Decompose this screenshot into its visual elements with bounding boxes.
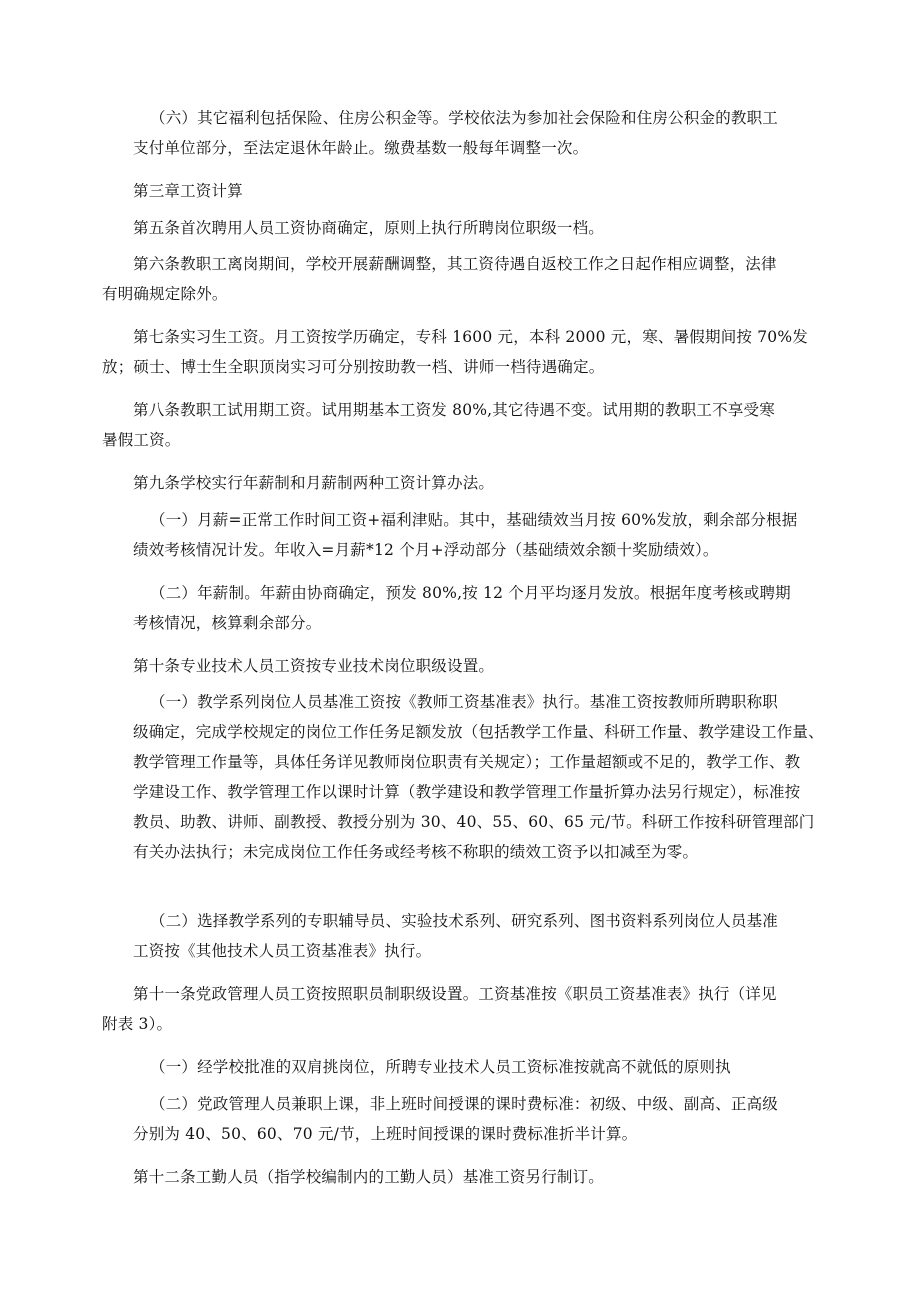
paragraph-other-benefits — [133, 103, 843, 163]
text-line: 绩效考核情况计发。年收入=月薪*12 个月+浮动部分（基础绩效余额十奖励绩效）。 — [133, 541, 719, 559]
text-line: （一）经学校批准的双肩挑岗位，所聘专业技术人员工资标准按就高不就低的原则执 — [150, 1058, 731, 1076]
text-line: 第六条教职工离岗期间，学校开展薪酬调整，其工资待遇自返校工作之日起作相应调整，法律 — [133, 255, 777, 273]
text-line: 第八条教职工试用期工资。试用期基本工资发 80%,其它待遇不变。试用期的教职工不享受寒 — [133, 401, 775, 419]
text-line: 支付单位部分，至法定退休年龄止。缴费基数一般每年调整一次。 — [133, 139, 589, 157]
text-line: 工资按《其他技术人员工资基准表》执行。 — [133, 942, 432, 960]
text-line: （一）月薪=正常工作时间工资+福利津贴。其中，基础绩效当月按 60%发放，剩余部分根据 — [150, 511, 798, 529]
article-10-item-2 — [133, 906, 843, 966]
text-line: 教学管理工作量等，具体任务详见教师岗位职责有关规定）；工作量超额或不足的，教学工作、教 — [133, 753, 801, 771]
text-line: 教员、助教、讲师、副教授、教授分别为 30、40、55、60、65 元/节。科研工作按科研管理部门 — [133, 813, 815, 831]
article-11 — [102, 979, 843, 1039]
text-line: 第十一条党政管理人员工资按照职员制职级设置。工资基准按《职员工资基准表》执行（详见 — [133, 985, 777, 1003]
text-line: 有关办法执行；未完成岗位工作任务或经考核不称职的绩效工资予以扣减至为零。 — [133, 843, 699, 861]
text-line: 学建设工作、教学管理工作以课时计算（教学建设和教学管理工作量折算办法另行规定），标准按 — [133, 783, 801, 801]
article-11-item-2 — [133, 1089, 843, 1149]
text-line: （二）年薪制。年薪由协商确定，预发 80%,按 12 个月平均逐月发放。根据年度考核或聘期 — [150, 584, 791, 602]
article-10 — [133, 651, 843, 681]
article-11-item-1 — [133, 1052, 843, 1082]
text-line: 第五条首次聘用人员工资协商确定，原则上执行所聘岗位职级一档。 — [133, 219, 605, 237]
text-line: 第十二条工勤人员（指学校编制内的工勤人员）基准工资另行制订。 — [133, 1168, 605, 1186]
text-line: 第九条学校实行年薪制和月薪制两种工资计算办法。 — [133, 474, 495, 492]
text-line: （六）其它福利包括保险、住房公积金等。学校依法为参加社会保险和住房公积金的教职工 — [150, 109, 779, 127]
article-6 — [102, 249, 843, 309]
article-10-item-1 — [133, 687, 843, 867]
article-5 — [133, 213, 843, 243]
article-7 — [102, 322, 843, 382]
text-line: 第三章工资计算 — [133, 182, 243, 200]
text-line: 附表 3）。 — [102, 1015, 173, 1033]
text-line: 有明确规定除外。 — [102, 285, 228, 303]
article-9 — [133, 468, 843, 498]
text-line: （二）选择教学系列的专职辅导员、实验技术系列、研究系列、图书资料系列岗位人员基准 — [150, 912, 779, 930]
article-8 — [102, 395, 843, 455]
article-9-item-2 — [133, 578, 843, 638]
text-line: 第十条专业技术人员工资按专业技术岗位职级设置。 — [133, 657, 495, 675]
text-line: 第七条实习生工资。月工资按学历确定，专科 1600 元，本科 2000 元，寒、暑假期间按 70%发 — [133, 328, 808, 346]
text-line: 放；硕士、博士生全职顶岗实习可分别按助教一档、讲师一档待遇确定。 — [102, 358, 605, 376]
text-line: 考核情况，核算剩余部分。 — [133, 614, 322, 632]
article-12 — [133, 1162, 843, 1192]
article-9-item-1 — [133, 505, 843, 565]
chapter-heading — [133, 176, 843, 206]
text-line: 分别为 40、50、60、70 元/节，上班时间授课的课时费标准折半计算。 — [133, 1125, 638, 1143]
text-line: （一）教学系列岗位人员基准工资按《教师工资基准表》执行。基准工资按教师所聘职称职 — [150, 693, 779, 711]
text-line: 级确定，完成学校规定的岗位工作任务足额发放（包括教学工作量、科研工作量、教学建设工作量、 — [133, 723, 824, 741]
text-line: （二）党政管理人员兼职上课，非上班时间授课的课时费标准：初级、中级、副高、正高级 — [150, 1095, 779, 1113]
text-line: 暑假工资。 — [102, 431, 181, 449]
